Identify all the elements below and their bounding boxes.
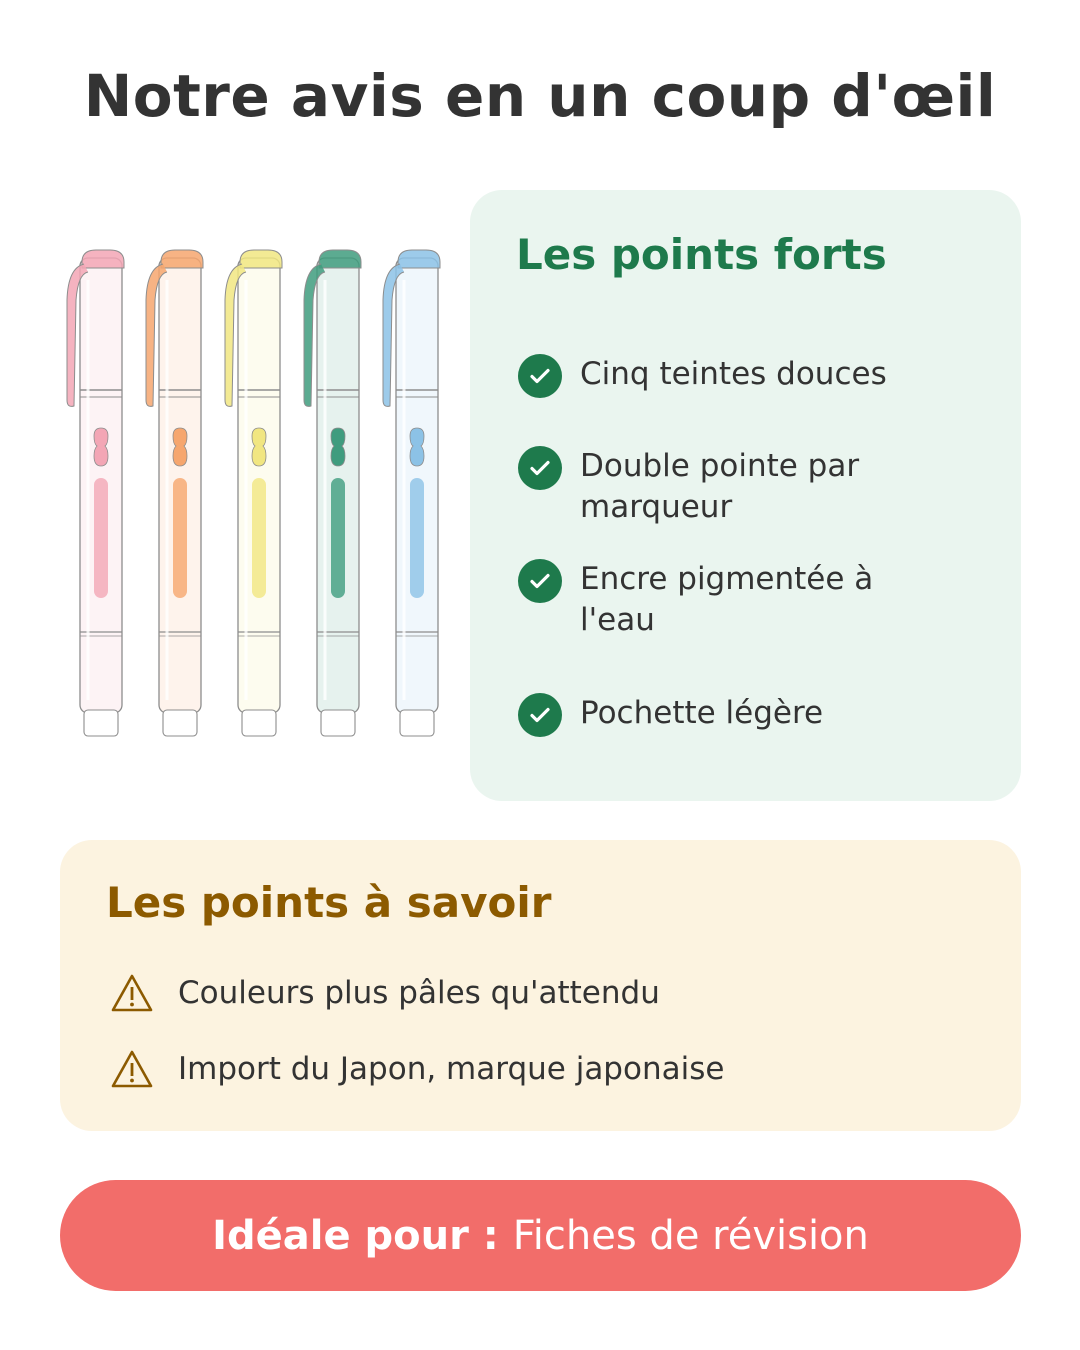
- con-text: Couleurs plus pâles qu'attendu: [178, 975, 660, 1011]
- pro-item: [518, 559, 988, 641]
- cons-card: [60, 840, 1021, 1131]
- check-circle-icon: [518, 559, 562, 603]
- con-item: [110, 973, 660, 1013]
- pro-text: Double pointe par marqueur: [580, 448, 860, 525]
- pro-item: [518, 354, 988, 398]
- highlighter-marker: [67, 250, 124, 736]
- con-item: [110, 1049, 724, 1089]
- highlighter-marker: [146, 250, 203, 736]
- pro-item: [518, 693, 988, 737]
- pro-text: Encre pigmentée à l'eau: [580, 561, 874, 638]
- pros-card: [470, 190, 1021, 801]
- con-text: Import du Japon, marque japonaise: [178, 1051, 725, 1087]
- check-circle-icon: [518, 693, 562, 737]
- cons-title: Les points à savoir: [106, 878, 552, 927]
- highlighter-marker: [225, 250, 282, 736]
- pros-title: Les points forts: [516, 230, 887, 279]
- highlighter-markers-illustration: [50, 240, 450, 750]
- pro-item: [518, 446, 988, 528]
- check-circle-icon: [518, 446, 562, 490]
- highlighter-marker: [383, 250, 440, 736]
- warning-triangle-icon: [110, 973, 154, 1013]
- pro-text: Cinq teintes douces: [580, 356, 887, 392]
- pro-text: Pochette légère: [580, 695, 824, 731]
- page-title: Notre avis en un coup d'œil: [83, 62, 997, 130]
- ideal-for-banner: [60, 1180, 1021, 1291]
- highlighter-marker: [304, 250, 361, 736]
- check-circle-icon: [518, 354, 562, 398]
- warning-triangle-icon: [110, 1049, 154, 1089]
- ideal-label: Idéale pour :: [212, 1212, 513, 1259]
- ideal-value: Fiches de révision: [512, 1212, 869, 1259]
